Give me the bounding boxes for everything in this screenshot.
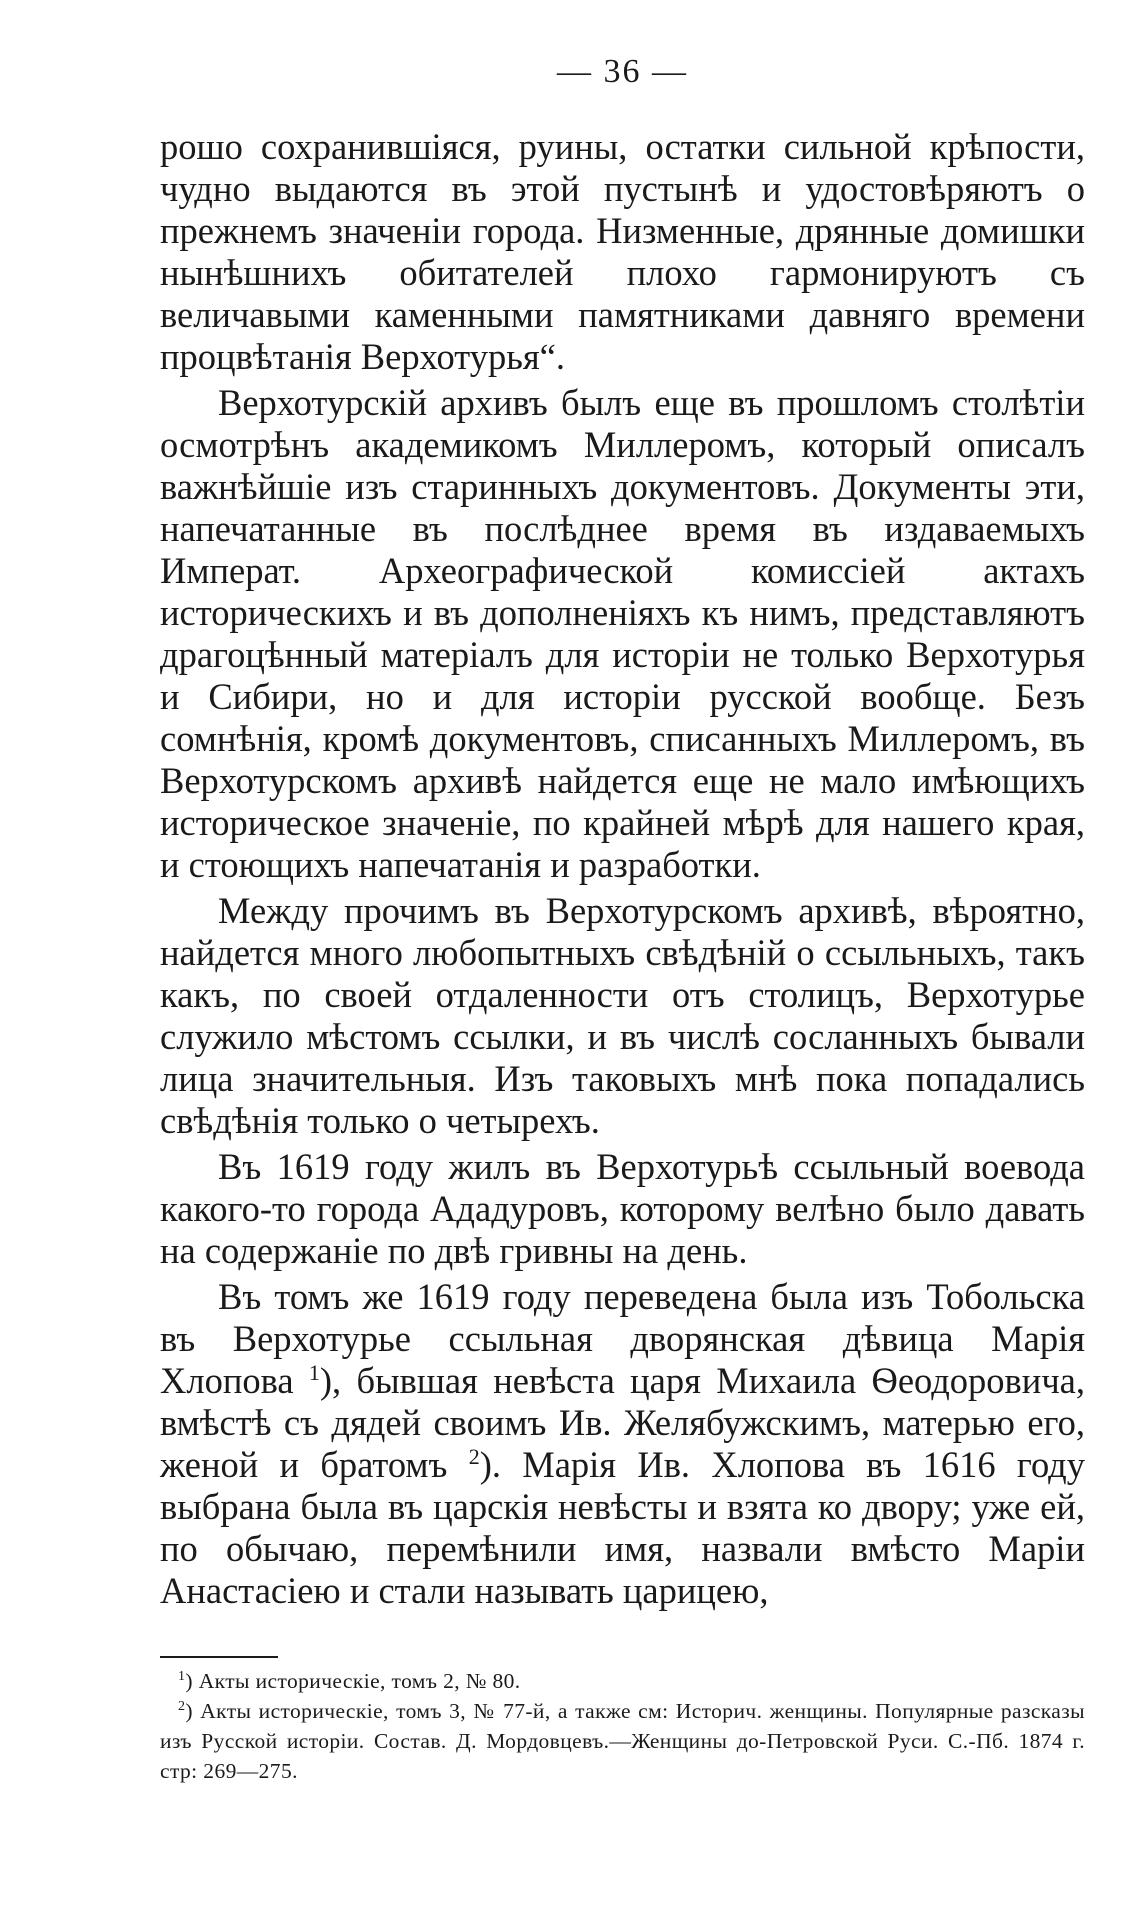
footnote-mark: 2 <box>178 1698 186 1714</box>
paragraph-exiles: Между прочимъ въ Верхотурскомъ архивѣ, вѣроятно, найдется много любопытныхъ свѣдѣній о ссыльныхъ, такъ какъ, по своей отдаленности отъ столицъ, Верхотурье служило мѣстомъ ссылки, и въ числѣ сосланныхъ бывали лица значительныя. Изъ таковыхъ мнѣ пока попадались свѣдѣнія только о четырехъ. <box>160 890 1085 1141</box>
paragraph-adadurov: Въ 1619 году жилъ въ Верхотурьѣ ссыльный воевода какого-то города Ададуровъ, которому велѣно было давать на содержаніе по двѣ гривны на день. <box>160 1146 1085 1271</box>
paragraph-khlopova <box>160 1276 1085 1612</box>
paragraph-text: Въ томъ же 1619 году переведена была изъ Тобольска въ Верхотурье ссыльная дворянская дѣвица Марія Хлопова <box>160 1276 1085 1401</box>
footnote-text: ) Акты историческіе, томъ 2, № 80. <box>185 1669 521 1693</box>
footnote-mark: 1 <box>178 1668 186 1684</box>
footnote <box>160 1696 1085 1786</box>
book-page <box>160 52 1085 1786</box>
footnote-divider <box>160 1656 278 1658</box>
paragraph-archive: Верхотурскій архивъ былъ еще въ прошломъ столѣтіи осмотрѣнъ академикомъ Миллеромъ, который описалъ важнѣйшіе изъ старинныхъ документовъ. Документы эти, напечатанные въ послѣднее время въ издаваемыхъ Императ. Археографической комиссіей актахъ историческихъ и въ дополненіяхъ къ нимъ, представляютъ драгоцѣнный матеріалъ для исторіи не только Верхотурья и Сибири, но и для исторіи русской вообще. Безъ сомнѣнія, кромѣ документовъ, списанныхъ Миллеромъ, въ Верхотурскомъ архивѣ найдется еще не мало имѣющихъ историческое значеніе, по крайней мѣрѣ для нашего края, и стоющихъ напечатанія и разработки. <box>160 382 1085 885</box>
paragraph-continuation: рошо сохранившіяся, руины, остатки сильной крѣпости, чудно выдаются въ этой пустынѣ и удостовѣряютъ о прежнемъ значеніи города. Низменные, дрянные домишки нынѣшнихъ обитателей плохо гармонируютъ съ величавыми каменными памятниками давняго времени процвѣтанія Верхотурья“. <box>160 126 1085 377</box>
footnote-ref: 2 <box>468 1443 480 1469</box>
footnote-ref: 1 <box>308 1359 320 1385</box>
page-number: — 36 — <box>557 53 688 90</box>
paragraph-text: ), бывшая невѣста царя Михаила Ѳеодоровича, вмѣстѣ съ дядей своимъ Ив. Желябужскимъ, матерью его, женой и братомъ <box>160 1360 1085 1485</box>
footnote-text: ) Акты историческіе, томъ 3, № 77-й, а также см: Историч. женщины. Популярные разсказы изъ Русской исторіи. Состав. Д. Мордовцевъ.—Женщины до-Петровской Руси. С.-Пб. 1874 г. стр: 269—275. <box>160 1699 1085 1783</box>
paragraph-text: ). Марія Ив. Хлопова въ 1616 году выбрана была въ царскія невѣсты и взята ко двору; уже ей, по обычаю, перемѣнили имя, назвали вмѣсто Маріи Анастасіею и стали называть царицею, <box>160 1444 1085 1611</box>
footnote <box>160 1666 1085 1696</box>
